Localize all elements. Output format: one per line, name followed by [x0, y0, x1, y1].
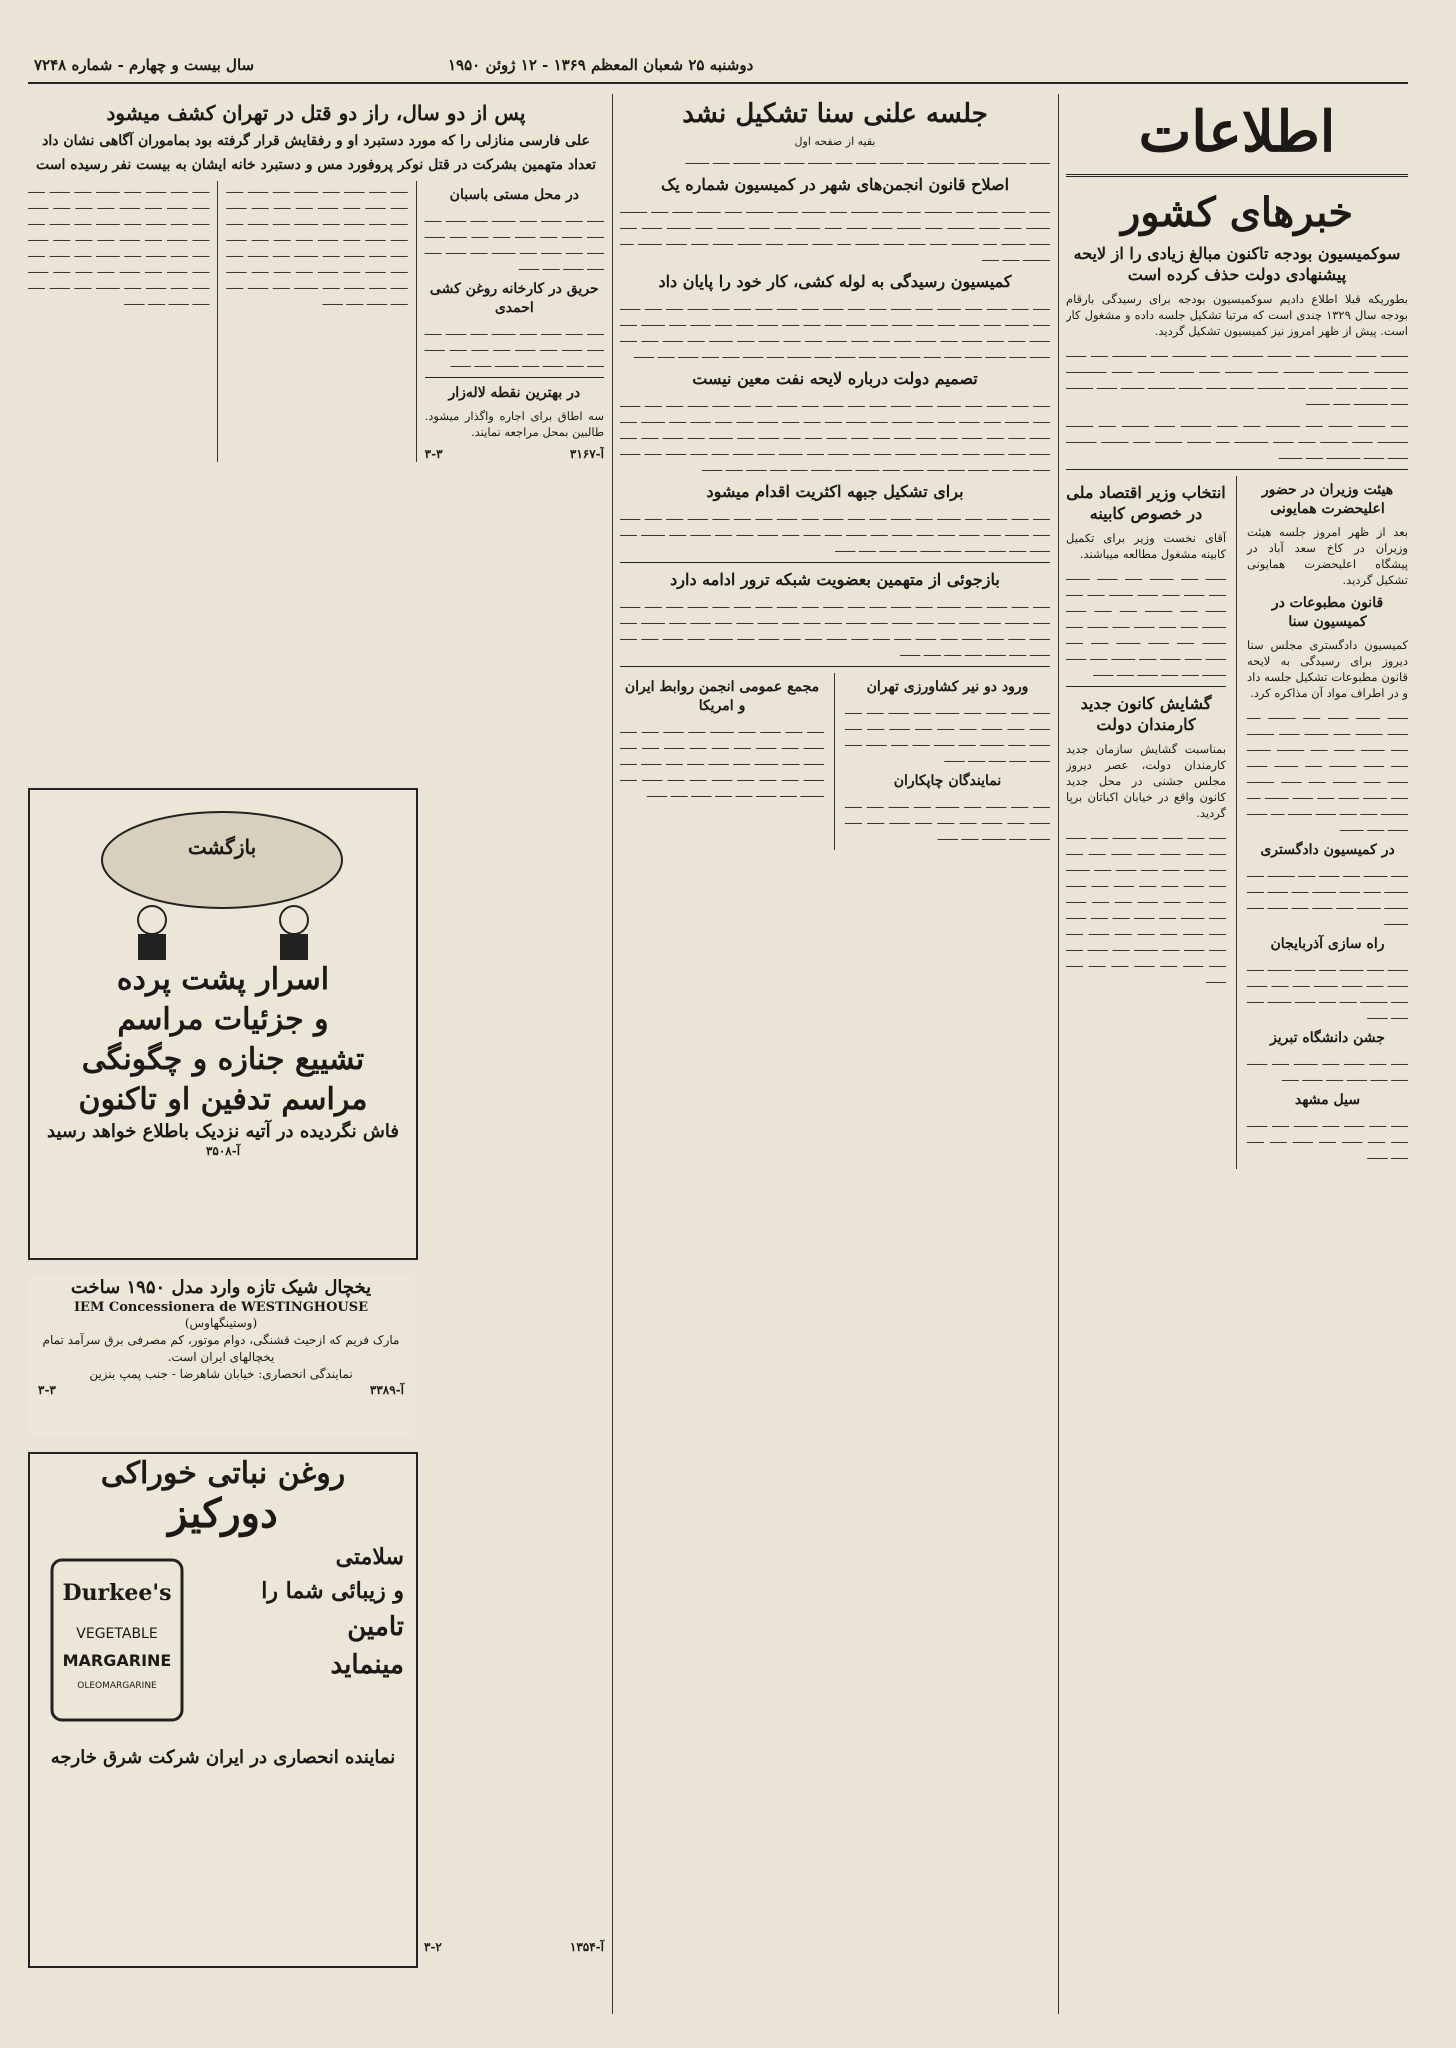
durkee-ad-run: ۳-۲ — [424, 1940, 442, 1954]
section-kicker: خبرهای کشور — [1120, 189, 1354, 236]
headline-lalehzar-rental: در بهترین نقطه لاله‌زار — [448, 385, 581, 401]
ad-funeral-line-3: تشییع جنازه و چگونگی — [81, 1042, 365, 1077]
headline-azerbaijan-road: راه سازی آذربایجان — [1270, 936, 1385, 952]
article-budget-text: ـــــ ــــــــ ـــــــ ـــــ ــــــــــ ـــــ ــــــ ـــــــــ ــــــ ــــــــ ـــــ ــــــــ ـــــــــ ــــــ ــــــــ ـــــ ــــــ ــــــــــ ــــ ـــــــ ــــــــ ـــــ ــــــــ ـــــــــ ــــــ ــــــ ــــــــــ ـــــ ـــــــ — [1066, 416, 1408, 462]
ad-funeral-secrets — [28, 788, 418, 1260]
fridge-address: نمایندگی انحصاری: خیابان شاهرضا - جنب پمپ بنزین — [89, 1367, 353, 1381]
article-text: ـــــ ـــــــ ـــــ ــــــ ـــــ ــــــــ ـــــ ـــــــ ـــــ ــــــ ـــــــ ـــــ ــــــ ـــــ ـــــــ ـــــــ ـــــ ــــــ ـــــ ــــــ ـــــ ـــــــ — [1247, 866, 1408, 928]
article-text: ــــــ ـــــــ ــــــ ـــــ ــــــــ ــــ ــــــ ــــــــ ـــــ ـــــــ ــــــ ــــــــ ـــــ ـــــــ ــــــ ـــــ ــــــــ ـــــــ ـــــ ــــــ ــــــــ ـــــ ـــــــ ــــــ ــــــ ـــــ ـــــــ ـــــ ــــــ ــــــــ ـــــ ـــــــ ــــــ ـــــ ــــــ ـــــــ ــــ ــــــــ ـــــ ـــــ ــــــ ـــــــ ــــ ــــــ ــــــ ـــــ ـــــــ — [1247, 708, 1408, 834]
rental-ad-run: ۳-۳ — [424, 447, 443, 461]
ad-funeral-line-5: فاش نگردیده در آتیه نزدیک باطلاع خواهد رسید — [47, 1121, 399, 1142]
article-civil-servants: بمناسبت گشایش سازمان جدید کارمندان دولت، عصر دیروز مجلس جشنی در محل جدید کانون واقع در خیابان اکباتان برپا گردید. — [1066, 742, 1227, 820]
article-text: ــــــ ـــــ ـــــــ ـــــ ــــــ ـــــــ ـــــ ــــــ ـــــ ــــــ ـــــــ ـــــ ـــــ ــــــ ـــــ ــــــــ ـــــ ـــــ ــــــ ـــــــ ـــــ ـــــ ــــــ ـــــ ــــــ ـــــ ـــــــ ـــــ ــــــ ـــــــ ـــــ ـــــ ــــــ ـــــ ــــــ ـــــ ـــــــ ـــــ ــــــ ـــــــ ـــــ ـــــ ــــــ ـــــ ــــــ — [1066, 569, 1227, 679]
headline-pipes: کمیسیون رسیدگی به لوله کشی، کار خود را پایان داد — [658, 272, 1012, 291]
murder-subheading-2: تعداد متهمین بشرکت در قتل نوکر پروفورد مس و دستبرد خانه ایشان به بیست نفر رسیده است — [36, 157, 596, 173]
ad-westinghouse-fridge — [28, 1276, 414, 1436]
headline-press-law: قانون مطبوعات در کمیسیون سنا — [1271, 595, 1384, 630]
ad-funeral-code: آ-۳۵۰۸ — [205, 1144, 241, 1158]
headline-terror-network: بازجوئی از متهمین بعضویت شبکه ترور ادامه دارد — [670, 570, 1000, 589]
sub-column-assembly — [620, 673, 824, 850]
rental-ad-code: آ-۳۱۶۷ — [569, 447, 604, 461]
article-text: ـــــ ـــــ ــــــ ـــــ ـــــــ ـــــ ــــــ ـــــ ـــــ ــــــ ـــــ ــــــ ـــــ ـــــ ـــــ ــــــ ـــــ ـــــ ــــــ ـــــ ـــــــ ـــــ ــــــ ـــــ ـــــ ــــــ ـــــ ــــــ ـــــ ـــــ ـــــ ــــــ ـــــ ـــــ ــــــ ـــــ ـــــــ ـــــ ــــــ ـــــ ـــــ ــــــ ـــــ ــــــ ـــــ ـــــ ـــــ ــــــ — [620, 509, 1050, 555]
durkee-agent: نماینده انحصاری در ایران شرکت شرق خارجه — [50, 1747, 396, 1768]
article-text: ـــــ ـــــ ــــــ ـــــ ـــــــ ـــــ ــــــ ـــــ ـــــ ــــــ ـــــ ــــــ ـــــ ـــــ ـــــ ــــــ ـــــ ـــــ ــــــ ـــــ ـــــــ ـــــ ــــــ ـــــ ـــــ ــــــ ـــــ ــــــ ـــــ ـــــ ـــــ ــــــ — [845, 703, 1050, 765]
folio-bar — [28, 52, 1408, 84]
rental-body: سه اطاق برای اجاره واگذار میشود. طالبین بمحل مراجعه نمایند. — [424, 409, 604, 439]
article-text: ـــــ ـــــ ــــــ ـــــ ـــــــ ـــــ ــــــ ـــــ ـــــ ــــــ ـــــ ــــــ ـــــ ـــــ ـــــ ــــــ ـــــ ـــــ ــــــ ـــــ ـــــــ ـــــ ــــــ ـــــ ـــــ ــــــ ـــــ ــــــ ـــــ ـــــ ـــــ ــــــ ـــــ ـــــ ــــــ ـــــ ـــــــ ـــــ ــــــ ـــــ ـــــ ــــــ ـــــ ــــــ — [620, 722, 825, 800]
headline-civil-servants: گشایش کانون جدید کارمندان دولت — [1080, 694, 1212, 734]
durkee-side-2: و زیبائی شما را — [261, 1578, 404, 1604]
fridge-ad-code: آ-۳۳۸۹ — [369, 1383, 404, 1397]
headline-printers: نمایندگان چاپکاران — [893, 773, 1002, 789]
can-line-1: VEGETABLE — [76, 1626, 158, 1642]
banner-label: بازگشت — [187, 835, 257, 859]
article-text: ـــــ ـــــ ــــــ ـــــ ـــــــ ـــــ ــــــ ـــــ ـــــ ــــــ ـــــ ــــــ ـــــ ـــــ ـــــ ــــــ ـــــ ـــــ ــــــ ـــــ ـــــــ ـــــ ــــــ — [424, 324, 604, 370]
ad-funeral-line-2: و جزئیات مراسم — [117, 1002, 329, 1037]
headline-budget: سوکمیسیون بودجه تاکنون مبالغ زیادی را از لایحه پیشنهادی دولت حذف کرده است — [1073, 244, 1401, 284]
durkee-side-3: تامین — [347, 1612, 404, 1642]
column-national-news — [1066, 94, 1408, 2014]
can-line-3: OLEOMARGARINE — [77, 1681, 157, 1691]
durkee-codes — [424, 1940, 604, 1954]
ad-funeral-line-4: مراسم تدفین او تاکنون — [78, 1082, 368, 1117]
senate-continued: بقیه از صفحه اول — [794, 135, 876, 148]
article-text: ــــــ ـــــ ـــــــ ـــــ ــــــ ـــــــ ـــــ ــــــ ـــــ ــــــ ـــــــ ـــــ ـــــ ــــــ ـــــ ــــــــ ـــــ ـــــ ــــــ ـــــــ ـــــ ـــــ ــــــ — [1247, 960, 1408, 1022]
newspaper-page — [28, 40, 1408, 2024]
ad-funeral-line-1: اسرار پشت پرده — [116, 962, 330, 997]
headline-justice: در کمیسیون دادگستری — [1260, 842, 1395, 858]
article-text: ـــــ ـــــ ــــــ ـــــ ـــــــ ـــــ ــــــ ـــــ ـــــ ــــــ ـــــ ــــــ ـــــ ـــــ ـــــ ــــــ ـــــ ـــــ ــــــ ـــــ ـــــــ ـــــ ــــــ ـــــ ـــــ ــــــ ـــــ ــــــ ـــــ ـــــ ـــــ ــــــ ـــــ ـــــ ــــــ ـــــ ـــــــ ـــــ ــــــ ـــــ ـــــ ــــــ ـــــ ــــــ ـــــ ـــــ ـــــ ــــــ ـــــ ـــــ ــــــ ـــــ ـــــــ ـــــ ــــــ ـــــ ـــــ ــــــ ـــــ ــــــ ـــــ ـــــ ـــــ ــــــ — [1066, 828, 1227, 986]
can-brand: Durkee's — [62, 1580, 172, 1606]
fridge-description: مارک فریم که ازحیث قشنگی، دوام موتور، کم مصرفی برق سرآمد تمام یخچالهای ایران است. — [42, 1333, 400, 1364]
durkee-ad-code: آ-۱۳۵۴ — [569, 1940, 604, 1954]
durkee-side-1: سلامتی — [335, 1544, 404, 1570]
margarine-can-illustration — [42, 1540, 192, 1740]
headline-murder: پس از دو سال، راز دو قتل در تهران کشف میشود — [106, 101, 526, 125]
headline-farmers: ورود دو نیر کشاورزی تهران — [866, 679, 1029, 695]
headline-iran-america: مجمع عمومی انجمن روابط ایران و امریکا — [624, 679, 820, 714]
article-press-law: کمیسیون دادگستری مجلس سنا دیروز برای رسیدگی به لایحه قانون مطبوعات تشکیل جلسه داد و در اطراف مواد آن مذاکره کرد. — [1247, 638, 1408, 700]
article-budget: بطوریکه قبلا اطلاع دادیم سوکمیسیون بودجه برای رسیدگی بارقام بودجه سال ۱۳۲۹ چندی است که مرتبا تشکیل جلسه داده و مشغول کار است. پیش از ظهر امروز نیز کمیسیون تشکیل گردید. — [1066, 292, 1408, 338]
sub-column-briefs — [425, 181, 604, 462]
murder-subheading-1: علی فارسی منازلی را که مورد دستبرد او و رفقایش قرار گرفته بود بماموران آگاهی نشان داد — [42, 133, 590, 149]
article-text: ـــــ ـــــ ــــــ ـــــ ـــــــ ـــــ ــــــ ـــــ ـــــ ــــــ ـــــ ــــــ ـــــ ـــــ ـــــ ــــــ ـــــ ـــــ ــــــ ـــــ ـــــــ ـــــ ــــــ — [845, 797, 1050, 843]
durkee-line-1: روغن نباتی خوراکی — [100, 1456, 346, 1491]
headline-municipal-law: اصلاح قانون انجمن‌های شهر در کمیسیون شماره یک — [660, 175, 1010, 194]
durkee-side-4: مینماید — [330, 1650, 404, 1680]
issue-number: سال بیست و چهارم - شماره ۷۲۴۸ — [34, 56, 255, 74]
article-text: ـــــ ـــــ ــــــ ـــــ ـــــــ ـــــ ــــــ ـــــ ـــــ ــــــ ـــــ ــــــ ـــــ ـــــ ـــــ ــــــ ـــــ ـــــ ــــــ ـــــ ـــــــ ـــــ ــــــ ـــــ ـــــ ــــــ ـــــ ــــــ ـــــ ـــــ ـــــ ــــــ ـــــ ـــــ ــــــ ـــــ ـــــــ ـــــ ــــــ ـــــ ـــــ ــــــ ـــــ ــــــ ـــــ ـــــ ـــــ ــــــ ـــــ ـــــ ــــــ ـــــ ـــــــ ـــــ ــــــ ـــــ ـــــ ــــــ ـــــ ــــــ ـــــ ـــــ ـــــ ــــــ — [620, 597, 1050, 659]
headline-senate: جلسه علنی سنا تشکیل نشد — [682, 99, 988, 129]
article-text: ـــــ ـــــ ــــــ ـــــ ـــــــ ـــــ ــــــ ـــــ ـــــ ــــــ ـــــ ــــــ ـــــ ـــــ ـــــ ــــــ ـــــ ـــــ ــــــ ـــــ ـــــــ ـــــ ــــــ ـــــ ـــــ ــــــ ـــــ ــــــ ـــــ ـــــ ـــــ ــــــ ـــــ ـــــ ــــــ ـــــ ـــــــ ـــــ ــــــ ـــــ ـــــ ــــــ ـــــ ــــــ ـــــ ـــــ ـــــ ــــــ ـــــ ـــــ ــــــ ـــــ ـــــــ ـــــ ــــــ ـــــ ـــــ ــــــ ـــــ ــــــ — [28, 182, 210, 308]
sailors-illustration — [32, 790, 414, 960]
issue-date: دوشنبه ۲۵ شعبان المعظم ۱۳۶۹ - ۱۲ ژوئن ۱۹۵۰ — [448, 56, 754, 74]
headline-oil-bill: تصمیم دولت درباره لایحه نفت معین نیست — [692, 369, 978, 388]
article-text: ــــــ ـــــــ ــــــ ـــــ ــــــــ ــــ ــــــ ــــــــ ـــــ ـــــــ ــــــ ــــــــ ـــــ ـــــــ ــــــ ـــــ ــــــــ ـــــــ ـــــ ــــــ ــــــــ ـــــ ـــــــ ــــــ ــــــ ـــــ ـــــــ ـــــ ــــــ ــــــــ ـــــ ـــــــ ــــــ ـــــ ــــــ ـــــــ ــــ ــــــــ ـــــ ـــــ ــــــ ـــــــ ــــ ــــــ ــــــ ـــــ ـــــــ ــــــ ـــــ ــــــ ـــــــ ــــ ــــــــ ـــــ ـــــ — [620, 202, 1050, 264]
sub-column-murder-b — [28, 181, 209, 462]
article-cabinet: آقای نخست وزیر برای تکمیل کابینه مشغول مطالعه میباشند. — [1066, 531, 1227, 561]
article-text: ـــــ ـــــ ــــــ ـــــ ـــــــ ـــــ ــــــ ـــــ ـــــ ــــــ ـــــ ــــــ ـــــ ـــــ ـــــ ــــــ ـــــ ـــــ ــــــ ـــــ ـــــــ ـــــ ــــــ ـــــ ـــــ ــــــ ـــــ ــــــ ـــــ ـــــ ـــــ ــــــ ـــــ ـــــ ــــــ ـــــ ـــــــ ـــــ ــــــ ـــــ ـــــ ــــــ ـــــ ــــــ ـــــ ـــــ ـــــ ــــــ ـــــ ـــــ ــــــ ـــــ ـــــــ ـــــ ــــــ ـــــ ـــــ ــــــ ـــــ ــــــ — [226, 182, 408, 308]
headline-cabinet: انتخاب وزیر اقتصاد ملی در خصوص کابینه — [1066, 483, 1226, 523]
can-line-2: MARGARINE — [62, 1651, 172, 1670]
ad-durkee-margarine — [28, 1452, 418, 1968]
sub-column-ministers — [1247, 476, 1408, 1169]
article-text: ــــــ ـــــــ ــــــ ـــــ ــــــــ ـــــ ـــــــ ــــــ ـــــ ـــــــ ــــــ ـــــ ــــــــ ـــــ ـــــــ — [685, 153, 1050, 167]
headline-ministers: هیئت وزیران در حضور اعلیحضرت همایونی — [1261, 482, 1394, 517]
headline-factory-fire: حریق در کارخانه روغن کشی احمدی — [429, 281, 599, 316]
fridge-headline: یخچال شیک تازه وارد مدل ۱۹۵۰ ساخت — [70, 1277, 372, 1298]
masthead: اطلاعات — [1066, 94, 1408, 177]
article-text: ـــــ ـــــ ــــــ ـــــ ـــــــ ـــــ ــــــ ـــــ ـــــ ــــــ ـــــ ــــــ ـــــ — [1247, 1054, 1408, 1084]
article-text: ـــــ ـــــ ــــــ ـــــ ـــــــ ـــــ ــــــ ـــــ ـــــ ــــــ ـــــ ــــــ ـــــ ـــــ ـــــ ــــــ — [1247, 1116, 1408, 1162]
headline-mashhad-flood: سیل مشهد — [1294, 1092, 1361, 1108]
article-text: ـــــ ـــــ ــــــ ـــــ ـــــــ ـــــ ــــــ ـــــ ـــــ ــــــ ـــــ ــــــ ـــــ ـــــ ـــــ ــــــ ـــــ ـــــ ــــــ ـــــ ـــــــ ـــــ ــــــ ـــــ ـــــ ــــــ ـــــ ــــــ ـــــ ـــــ ـــــ ــــــ ـــــ ـــــ ــــــ ـــــ ـــــــ ـــــ ــــــ ـــــ ـــــ ــــــ ـــــ ــــــ ـــــ ـــــ ـــــ ــــــ ـــــ ـــــ ــــــ ـــــ ـــــــ ـــــ ــــــ ـــــ ـــــ ــــــ ـــــ ــــــ ـــــ ـــــ ـــــ ــــــ ـــــ ـــــ ــــــ ـــــ ـــــــ ـــــ ــــــ ـــــ ـــــ ــــــ ـــــ ــــــ ـــــ ـــــ ـــــ ــــــ ـــــ ـــــ ــــــ ـــــ ـــــــ ـــــ ــــــ ـــــ ـــــ ــــــ ـــــ ــــــ — [620, 396, 1050, 474]
sub-column-farmers — [845, 673, 1050, 850]
headline-tabriz-university: جشن دانشگاه تبریز — [1270, 1030, 1385, 1046]
article-text: ـــــ ـــــ ــــــ ـــــ ـــــــ ـــــ ــــــ ـــــ ـــــ ــــــ ـــــ ــــــ ـــــ ـــــ ـــــ ــــــ ـــــ ـــــ ــــــ ـــــ ـــــــ ـــــ ــــــ ـــــ ـــــ ــــــ ـــــ ــــــ — [424, 211, 604, 273]
sub-column-cabinet — [1066, 476, 1226, 1169]
headline-majority-front: برای تشکیل جبهه اکثریت اقدام میشود — [706, 482, 964, 501]
fridge-ad-run: ۳-۳ — [38, 1383, 56, 1397]
headline-guard: در محل مستی باسبان — [449, 187, 579, 203]
article-ministers: بعد از ظهر امروز جلسه هیئت وزیران در کاخ سعد آباد در پیشگاه اعلیحضرت همایونی تشکیل گردید. — [1247, 525, 1408, 587]
durkee-line-2: دورکیز — [168, 1490, 278, 1537]
fridge-brand-fa: (وستینگهاوس) — [184, 1316, 258, 1330]
article-text: ـــــ ـــــ ــــــ ـــــ ـــــــ ـــــ ــــــ ـــــ ـــــ ــــــ ـــــ ــــــ ـــــ ـــــ ـــــ ــــــ ـــــ ـــــ ــــــ ـــــ ـــــــ ـــــ ــــــ ـــــ ـــــ ــــــ ـــــ ــــــ ـــــ ـــــ ـــــ ــــــ ـــــ ـــــ ــــــ ـــــ ـــــــ ـــــ ــــــ ـــــ ـــــ ــــــ ـــــ ــــــ ـــــ ـــــ ـــــ ــــــ ـــــ ـــــ ــــــ ـــــ ـــــــ ـــــ ــــــ ـــــ ـــــ ــــــ ـــــ ــــــ ـــــ ـــــ ـــــ ــــــ ـــــ ـــــ ــــــ ـــــ ـــــــ ـــــ ــــــ ـــــ ـــــ ــــــ ـــــ ــــــ — [620, 299, 1050, 361]
article-budget-text: ــــــــ ــــــ ـــــــــــ ــــ ـــــــ ـــــــــ ـــــ ــــــــــ ـــــ ــــــــــ ـــــ ــــــ ــــــــــ ــــــ ـــــــ ـــــــــ ــــــ ــــــــ ــــــ ــــــــــ ـــــ ــــــ ــــــــــــ ـــــ ــــــــ ــــــ ـــــــ ـــــ ــــــــ ـــــــ ــــــ ـــــــ ــــــــ ـــــــ ــــــ ــــــــ ـــــ ــــــــــ ـــــ ـــــــ — [1066, 346, 1408, 408]
fridge-brand: IEM Concessionera de WESTINGHOUSE — [73, 1300, 369, 1315]
column-parliament — [620, 94, 1050, 2014]
sub-column-murder-a — [226, 181, 407, 462]
